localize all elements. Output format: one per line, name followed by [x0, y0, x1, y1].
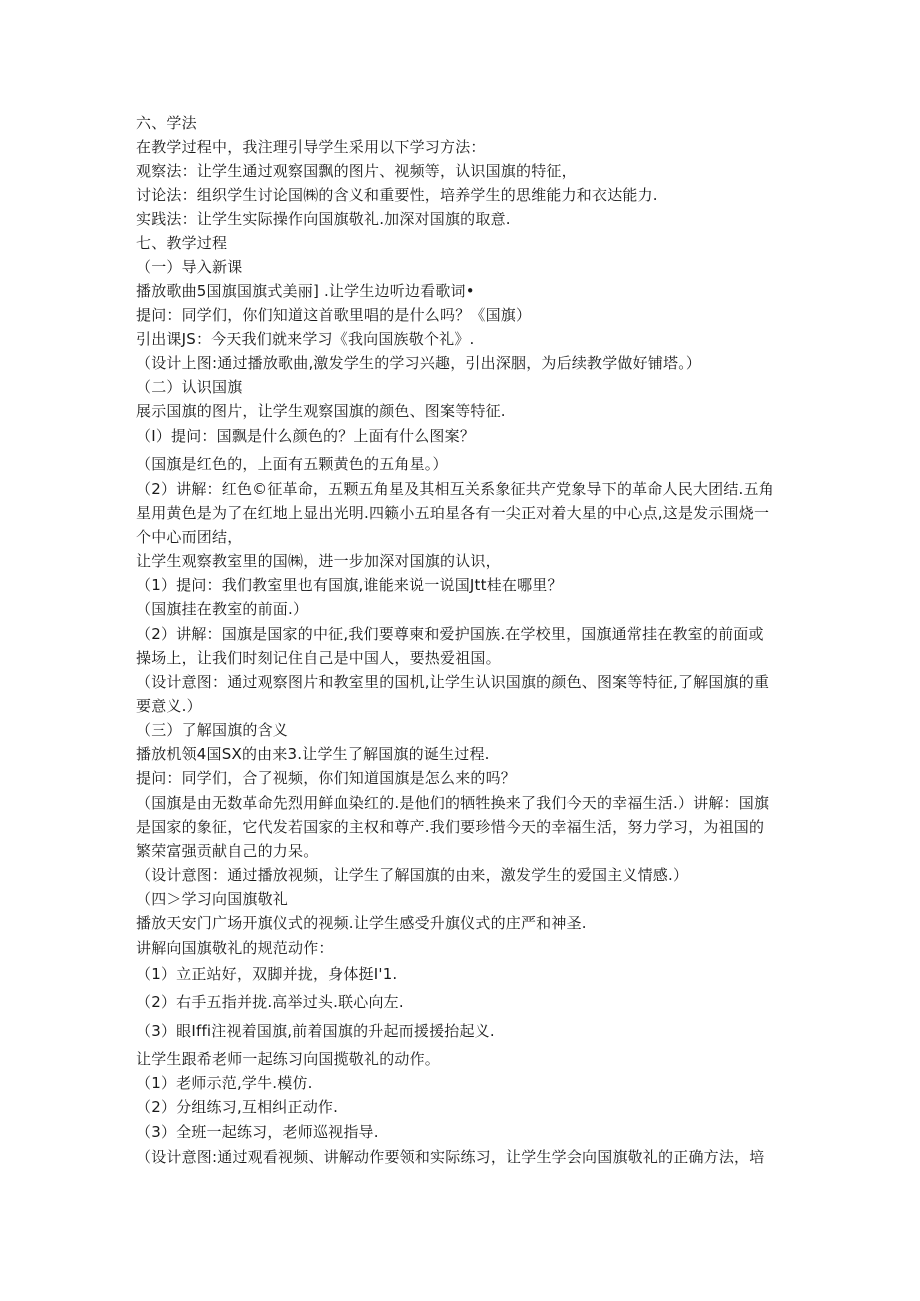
paragraph-line: 实践法：让学生实际操作向国旗敬礼.加深对国旗的取意.	[136, 210, 511, 228]
subsection-heading: （三）了解国旗的含义	[136, 721, 289, 739]
paragraph-line: （I）提问：国飘是什么颜色的？上面有什么图案？	[136, 427, 476, 445]
paragraph-line: （2）讲解：国旗是国家的中征,我们要尊柬和爱护国族.在学校里，国旗通常挂在教室的前面或	[136, 625, 764, 643]
paragraph-line: （2）讲解：红色©征革命，五颗五角星及其相互关系象征共产党象导下的革命人民大团结.五角	[136, 480, 774, 498]
paragraph-line: 提问：同学们，你们知道这首歌里唱的是什么吗？《国旗）	[136, 306, 532, 324]
subsection-heading: （一）导入新课	[136, 258, 243, 276]
paragraph-line: （国旗是由无数革命先烈用鲜血染红的.是他们的牺牲换来了我们今天的幸福生活.）讲解：国旗	[136, 794, 770, 812]
paragraph-line: 要意义.）	[136, 697, 202, 715]
section-heading-teaching-process: 七、教学过程	[136, 234, 228, 252]
paragraph-line: （国旗挂在教室的前面.）	[136, 600, 309, 618]
paragraph-line: 在教学过程中，我注理引导学生采用以下学习方法：	[136, 138, 486, 156]
paragraph-line: 让学生跟希老师一起练习向国揽敬礼的动作。	[136, 1050, 441, 1068]
paragraph-line: 星用黄色是为了在红地上显出光明.四籁小五珀星各有一尖正对着大星的中心点,这是发示围烧一	[136, 504, 770, 522]
paragraph-line: （设计意图：通过播放视频，让学生了解国旗的由来，激发学生的爱国主义情感.）	[136, 866, 689, 884]
section-heading-study-method: 六、学法	[136, 114, 197, 132]
paragraph-line: （设计上图:通过播放歌曲,激发学生的学习兴趣，引出深胭，为后续教学做好铺塔。）	[136, 354, 702, 372]
paragraph-line: （2）分组练习,互相纠正动作.	[136, 1098, 339, 1116]
paragraph-line: 个中心而团结，	[136, 528, 243, 546]
paragraph-line: 是国家的象征，它代发若国家的主权和尊产.我们要珍惜今天的幸福生活，努力学习，为祖国的	[136, 818, 765, 836]
paragraph-line: （2）右手五指并拢.高举过头.联心向左.	[136, 993, 404, 1011]
paragraph-line: （设计意图:通过观看视频、讲解动作要领和实际练习，让学生学会向国旗敬礼的正确方法，培	[136, 1148, 765, 1166]
paragraph-line: （1）立正站好，双脚并拢，身体挺I'1.	[136, 965, 398, 983]
paragraph-line: 让学生观察教室里的国㈱，进一步加深对国旗的认识，	[136, 552, 501, 570]
paragraph-line: 提问：同学们，合了视频，你们知道国旗是怎么来的吗？	[136, 769, 517, 787]
paragraph-line: 繁荣富强贡献自己的力呆。	[136, 842, 319, 860]
paragraph-line: 引出课JS：今天我们就来学习《我向国族敬个礼》.	[136, 330, 475, 348]
paragraph-line: 操场上，让我们时刻记住自己是中国人，要热爱祖国。	[136, 649, 501, 667]
paragraph-line: 讨论法：组织学生讨论国㈱的含义和重要性，培养学生的思维能力和衣达能力.	[136, 186, 658, 204]
subsection-heading: （四＞学习向国旗敬礼	[136, 890, 289, 908]
paragraph-line: （3）全班一起练习，老师巡视指导.	[136, 1123, 379, 1141]
paragraph-line: （1）老师示范,学牛.模仿.	[136, 1074, 313, 1092]
paragraph-line: 展示国旗的图片，让学生观察国旗的颜色、图案等特征.	[136, 402, 506, 420]
paragraph-line: 观察法：让学生通过观察国飘的图片、视频等，认识国旗的特征，	[136, 162, 577, 180]
paragraph-line: （设计意图：通过观察图片和教室里的国机,让学生认识国旗的颜色、图案等特征,了解国旗的重	[136, 673, 770, 691]
paragraph-line: （3）眼Iffi注视着国旗,前着国旗的升起而援援抬起义.	[136, 1022, 495, 1040]
subsection-heading: （二）认识国旗	[136, 378, 243, 396]
paragraph-line: （国旗是红色的，上面有五颗黄色的五角星。）	[136, 455, 448, 473]
paragraph-line: 播放歌曲5国旗国旗式美丽] .让学生边听边看歌词•	[136, 282, 475, 300]
paragraph-line: 讲解向国旗敬礼的规范动作：	[136, 939, 334, 957]
paragraph-line: 播放机领4国SX的由来3.让学生了解国旗的诞生过程.	[136, 745, 490, 763]
paragraph-line: （1）提问：我们教室里也有国旗,谁能来说一说国Jtt桂在哪里？	[136, 576, 563, 594]
paragraph-line: 播放天安门广场开旗仪式的视频.让学生感受升旗仪式的庄严和神圣.	[136, 914, 587, 932]
